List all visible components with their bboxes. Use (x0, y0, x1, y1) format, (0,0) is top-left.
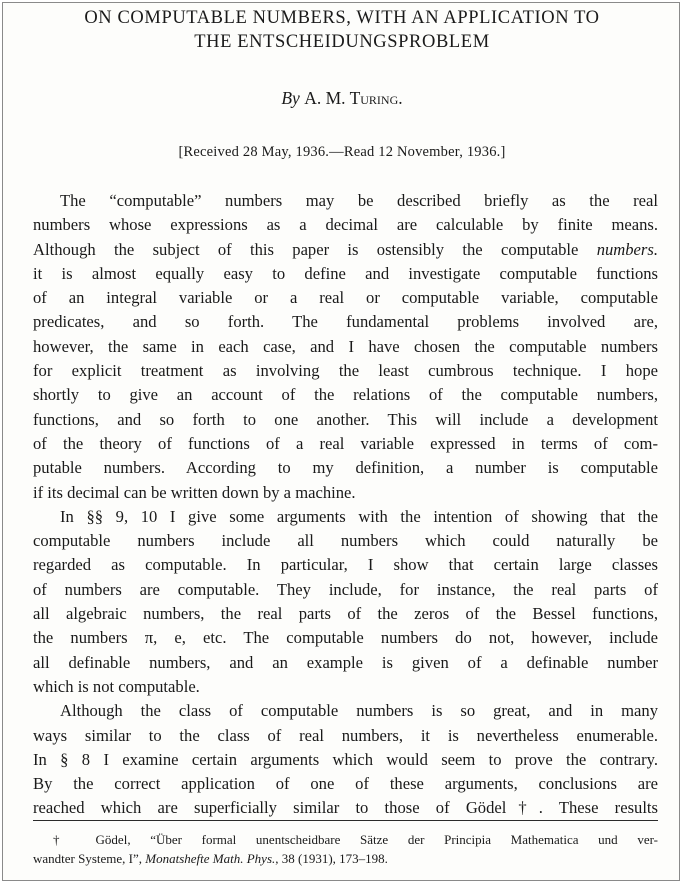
italic-word: numbers. (596, 239, 658, 259)
text-line: Although the class of computable numbers is so great, and in many (60, 701, 658, 721)
text-line: shortly to give an account of the relations of the computable numbers, (33, 385, 658, 405)
text-line: ways similar to the class of real numbers, it is nevertheless enumerable. (33, 725, 658, 745)
text-line: all definable numbers, and an example is given of a definable number (33, 652, 658, 672)
received-date: [Received 28 May, 1936.—Read 12 November, 1936.] (178, 144, 506, 160)
text-line: The “computable” numbers may be described briefly as the real (60, 191, 658, 210)
author-name: A. M. Turing. (304, 88, 403, 108)
text-line: of numbers are computable. They include, for instance, the real parts of (33, 579, 658, 599)
footnote-journal: Monatshefte Math. Phys. (145, 851, 276, 866)
author-line (0, 88, 684, 109)
text-line: predicates, and so forth. The fundamental problems involved are, (33, 312, 658, 332)
footnote (33, 830, 658, 868)
text-line: functions, and so forth to one another. This will include a development (33, 409, 658, 429)
body-text (33, 189, 658, 821)
text-line: putable numbers. According to my definition, a number is computable (33, 458, 658, 478)
text-line: of an integral variable or a real or computable variable, computable (33, 288, 658, 308)
footnote-rule (33, 820, 658, 821)
text-line: all algebraic numbers, the real parts of the zeros of the Bessel functions, (33, 604, 658, 624)
title-line-1: ON COMPUTABLE NUMBERS, WITH AN APPLICATION TO (84, 8, 600, 28)
paper-title (0, 6, 684, 54)
text-line: it is almost equally easy to define and investigate computable functions (33, 263, 658, 283)
text-line: numbers whose expressions as a decimal are calculable by finite means. (33, 215, 658, 235)
footnote-text: , 38 (1931), 173–198. (275, 851, 388, 866)
text-line: In §§ 9, 10 I give some arguments with the intention of showing that the (60, 506, 658, 526)
text-line: computable numbers include all numbers which could naturally be (33, 531, 658, 551)
text-line: however, the same in each case, and I have chosen the computable numbers (33, 336, 658, 356)
text-line: regarded as computable. In particular, I show that certain large classes (33, 555, 658, 575)
title-line-2: THE ENTSCHEIDUNGSPROBLEM (194, 32, 490, 52)
text-line: By the correct application of one of these arguments, conclusions are (33, 774, 658, 794)
text-line: which is not computable. (33, 676, 200, 696)
text-line: reached which are superficially similar to those of Gödel†. These results (33, 798, 658, 818)
footnote-line: † Gödel, “Über formal unentscheidbare Sätze der Principia Mathematica und ver- (53, 832, 658, 847)
text-line-part: Although the subject of this paper is ostensibly the computable (33, 239, 579, 259)
text-line: if its decimal can be written down by a machine. (33, 482, 356, 502)
text-line (33, 238, 658, 262)
author-by: By (281, 88, 300, 108)
text-line: of the theory of functions of a real variable expressed in terms of com- (33, 433, 658, 453)
text-line: the numbers π, e, etc. The computable numbers do not, however, include (33, 628, 658, 648)
text-line: for explicit treatment as involving the least cumbrous technique. I hope (33, 361, 658, 381)
footnote-line (33, 849, 658, 868)
text-line: In § 8 I examine certain arguments which would seem to prove the contrary. (33, 749, 658, 769)
footnote-text: wandter Systeme, I”, (33, 851, 143, 866)
